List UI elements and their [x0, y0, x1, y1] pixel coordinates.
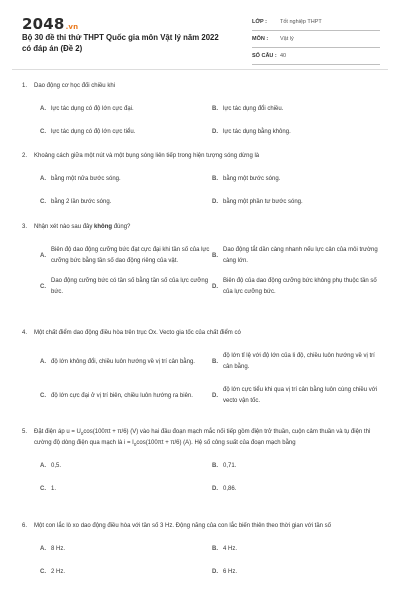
- question-number: 4.: [22, 330, 28, 336]
- meta-value: Tốt nghiệp THPT: [280, 19, 322, 25]
- question-text-part: cos(100πt + π/6) (V) vào hai đầu đoạn mạch mắc nối tiếp gồm điện trở thuần, cuộn cảm thuần và tụ điện thì cường độ dòng điện qua mạch là i = I: [34, 429, 371, 446]
- question-number: 1.: [22, 83, 28, 89]
- question-text: Khoảng cách giữa một nút và một bụng sóng liên tiếp trong hiện tượng sóng dừng là: [34, 153, 260, 159]
- site-logo[interactable]: [22, 15, 78, 33]
- meta-row-subject: [252, 31, 380, 48]
- question-3: [22, 222, 380, 298]
- option-text: 6 Hz.: [223, 569, 238, 575]
- question-text-part: cos(100πt + π/6) (A). Hệ số công suất của đoạn mạch bằng: [136, 440, 296, 446]
- option-a[interactable]: [40, 174, 212, 185]
- question-number: 3.: [22, 224, 28, 230]
- option-c[interactable]: [40, 276, 212, 298]
- question-text: [34, 222, 380, 233]
- option-d[interactable]: [212, 276, 384, 298]
- option-a[interactable]: [40, 104, 212, 115]
- question-text: Một chất điểm dao động điều hòa trên trục Ox. Vecto gia tốc của chất điểm có: [34, 330, 241, 336]
- option-letter: A.: [40, 358, 46, 365]
- question-number: 5.: [22, 429, 28, 435]
- option-letter: D.: [212, 129, 218, 135]
- question-text-part: Nhận xét nào sau đây: [34, 224, 95, 230]
- option-text: 2 Hz.: [51, 569, 66, 575]
- option-d[interactable]: [212, 197, 384, 208]
- option-letter: A.: [40, 176, 46, 182]
- option-text: Biên độ của dao động cưỡng bức không phụ thuộc tần số của lực cưỡng bức.: [223, 278, 377, 295]
- option-text: Biên độ dao động cưỡng bức đạt cực đại khi tần số của lực cưỡng bức bằng tần số dao động riêng của vật.: [51, 247, 210, 264]
- option-letter: C.: [40, 283, 46, 290]
- option-d[interactable]: [212, 484, 384, 495]
- meta-value: 40: [280, 53, 287, 59]
- option-d[interactable]: [212, 127, 384, 138]
- option-text: bằng một bước sóng.: [223, 176, 281, 182]
- option-text: Dao động tắt dần càng nhanh nếu lực cản của môi trường càng lớn.: [223, 247, 378, 264]
- question-text-part: đúng?: [112, 224, 131, 230]
- option-letter: C.: [40, 129, 46, 135]
- option-letter: C.: [40, 392, 46, 399]
- option-c[interactable]: [40, 197, 212, 208]
- subscript: 0: [80, 431, 84, 437]
- option-b[interactable]: [212, 245, 384, 267]
- option-letter: D.: [212, 486, 218, 492]
- question-text: Dao động cơ học đối chiều khi: [34, 83, 115, 89]
- question-text-part: Đặt điện áp u = U: [34, 429, 81, 435]
- option-text: độ lớn không đổi, chiều luôn hướng về vị trí cân bằng.: [51, 358, 195, 365]
- option-letter: D.: [212, 199, 218, 205]
- option-text: lực tác dụng có độ lớn cực đại.: [51, 106, 134, 112]
- option-letter: B.: [212, 176, 218, 182]
- meta-label: SỐ CÂU :: [252, 53, 277, 59]
- question-6: [22, 521, 380, 578]
- meta-value: Vật lý: [280, 36, 294, 42]
- question-text: [34, 427, 380, 449]
- option-letter: A.: [40, 463, 46, 469]
- option-text: bằng một nửa bước sóng.: [51, 176, 121, 182]
- option-letter: C.: [40, 486, 46, 492]
- question-5: [22, 427, 380, 495]
- option-c[interactable]: [40, 385, 212, 407]
- option-letter: B.: [212, 358, 218, 365]
- option-text: 0,5.: [51, 463, 62, 469]
- question-text: Một con lắc lò xo dao động điều hòa với tần số 3 Hz. Động năng của con lắc biến thiên theo thời gian với tần số: [34, 523, 331, 529]
- option-letter: A.: [40, 546, 46, 552]
- option-text: 4 Hz.: [223, 546, 238, 552]
- option-c[interactable]: [40, 484, 212, 495]
- option-b[interactable]: [212, 104, 384, 115]
- option-text: lực tác dụng có độ lớn cực tiểu.: [51, 129, 136, 135]
- option-letter: A.: [40, 106, 46, 112]
- option-c[interactable]: [40, 127, 212, 138]
- logo-tld: .vn: [65, 23, 79, 31]
- option-a[interactable]: [40, 245, 212, 267]
- option-a[interactable]: [40, 351, 212, 373]
- question-1: [22, 81, 380, 138]
- option-text: độ lớn cực tiểu khi qua vị trí cân bằng luôn cùng chiều với vecto vận tốc.: [223, 387, 377, 404]
- option-text: độ lớn cực đại ở vị trí biên, chiều luôn hướng ra biên.: [51, 392, 193, 399]
- meta-label: MÔN :: [252, 36, 269, 42]
- meta-label: LỚP :: [252, 19, 267, 25]
- logo-main: 2048: [22, 15, 65, 33]
- option-c[interactable]: [40, 567, 212, 578]
- option-letter: D.: [212, 283, 218, 290]
- meta-row-count: [252, 48, 380, 65]
- option-d[interactable]: [212, 385, 384, 407]
- option-b[interactable]: [212, 461, 384, 472]
- meta-row-grade: [252, 14, 380, 31]
- option-text: độ lớn tỉ lệ với độ lớn của li độ, chiều luôn hướng về vị trí cân bằng.: [223, 353, 375, 370]
- option-letter: B.: [212, 463, 218, 469]
- option-text: bằng một phần tư bước sóng.: [223, 199, 303, 205]
- option-text: lực tác dụng đổi chiều.: [223, 106, 284, 112]
- option-text: lực tác dụng bằng không.: [223, 129, 291, 135]
- question-4: [22, 328, 380, 407]
- option-a[interactable]: [40, 544, 212, 555]
- question-number: 6.: [22, 523, 28, 529]
- option-text: 0,86.: [223, 486, 237, 492]
- question-number: 2.: [22, 153, 28, 159]
- option-text: 0,71.: [223, 463, 237, 469]
- option-text: 8 Hz.: [51, 546, 66, 552]
- option-d[interactable]: [212, 567, 384, 578]
- question-2: [22, 151, 380, 208]
- meta-table: [252, 14, 380, 65]
- option-letter: D.: [212, 392, 218, 399]
- question-text-emphasis: không: [94, 224, 113, 230]
- option-b[interactable]: [212, 351, 384, 373]
- option-letter: C.: [40, 199, 46, 205]
- option-b[interactable]: [212, 544, 384, 555]
- document-title: Bộ 30 đề thi thử THPT Quốc gia môn Vật lý năm 2022 có đáp án (Đề 2): [22, 33, 219, 53]
- option-letter: B.: [212, 106, 218, 112]
- option-letter: B.: [212, 546, 218, 552]
- option-letter: D.: [212, 569, 218, 575]
- option-text: 1.: [51, 486, 57, 492]
- subscript: 0: [133, 442, 137, 448]
- option-a[interactable]: [40, 461, 212, 472]
- option-letter: C.: [40, 569, 46, 575]
- option-text: Dao động cưỡng bức có tần số bằng tần số của lực cưỡng bức.: [51, 278, 209, 295]
- header-divider: [12, 69, 388, 70]
- option-letter: A.: [40, 252, 46, 259]
- option-letter: B.: [212, 252, 218, 259]
- option-text: bằng 2 lần bước sóng.: [51, 199, 112, 205]
- option-b[interactable]: [212, 174, 384, 185]
